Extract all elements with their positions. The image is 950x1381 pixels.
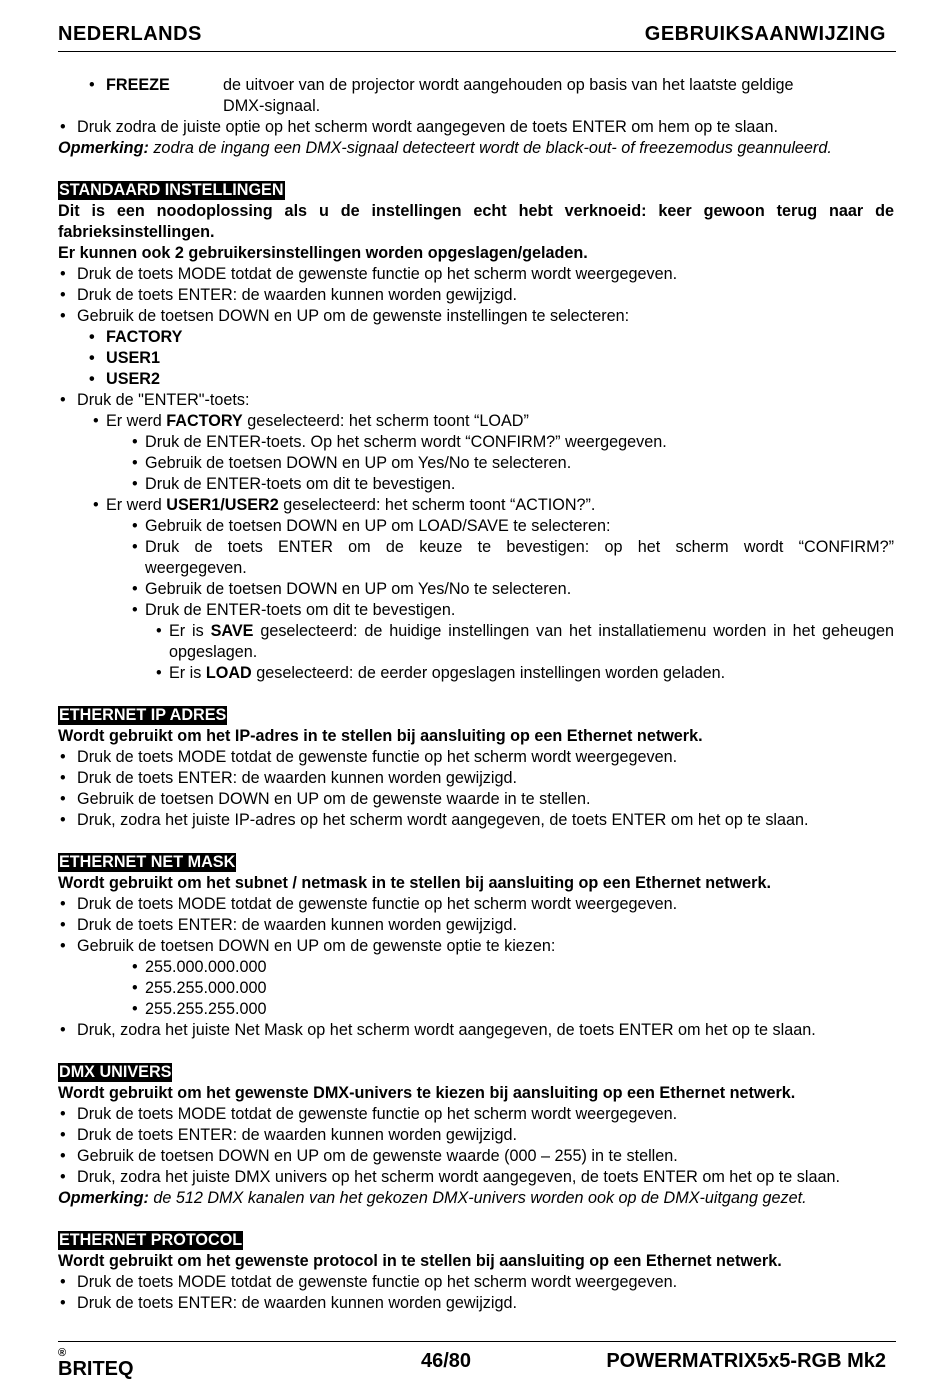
option-item: • USER1 [89, 349, 160, 367]
bullet-icon: • [89, 349, 95, 367]
list-item: • Druk, zodra het juiste DMX univers op het scherm wordt aangegeven, de toets ENTER om het op te slaan. [60, 1168, 840, 1186]
list-item: • Druk de toets ENTER om de keuze te bevestigen: op het scherm wordt “CONFIRM?” weergegeven. [132, 538, 894, 577]
bullet-icon: • [132, 538, 138, 556]
factory-item: • Er werd FACTORY geselecteerd: het scherm toont “LOAD” [93, 412, 529, 430]
bullet-icon: • [60, 790, 66, 808]
freeze-desc-cont: DMX-signaal. [223, 97, 321, 115]
bullet-icon: • [132, 958, 138, 976]
bullet-icon: • [60, 286, 66, 304]
list-item: • Druk de toets ENTER: de waarden kunnen worden gewijzigd. [60, 1126, 517, 1144]
section-intro: Wordt gebruikt om het gewenste DMX-univers te kiezen bij aansluiting op een Ethernet netwerk. [58, 1084, 796, 1102]
list-item: • Gebruik de toetsen DOWN en UP om Yes/No te selecteren. [132, 454, 572, 472]
list-item: • Druk de toets ENTER: de waarden kunnen worden gewijzigd. [60, 1294, 517, 1312]
list-item: • Druk de toets MODE totdat de gewenste functie op het scherm wordt weergegeven. [60, 265, 678, 283]
section-intro: Wordt gebruikt om het subnet / netmask in te stellen bij aansluiting op een Ethernet netwerk. [58, 874, 771, 892]
note-text: de 512 DMX kanalen van het gekozen DMX-univers worden ook op de DMX-uitgang gezet. [148, 1189, 807, 1207]
freeze-item [58, 75, 894, 117]
bullet-icon: • [132, 1000, 138, 1018]
mask-option: • 255.255.000.000 [132, 979, 267, 997]
freeze-desc: de uitvoer van de projector wordt aangehouden op basis van het laatste geldige [223, 76, 794, 94]
list-item: • Gebruik de toetsen DOWN en UP om de gewenste waarde (000 – 255) in te stellen. [60, 1147, 678, 1165]
list-item: • Druk de toets MODE totdat de gewenste functie op het scherm wordt weergegeven. [60, 895, 678, 913]
list-item: • Druk de ENTER-toets om dit te bevestigen. [132, 601, 456, 619]
list-item: • Druk de ENTER-toets. Op het scherm wordt “CONFIRM?” weergegeven. [132, 433, 667, 451]
bullet-icon: • [60, 1105, 66, 1123]
load-item: • Er is LOAD geselecteerd: de eerder opgeslagen instellingen worden geladen. [156, 664, 726, 682]
page-header [58, 20, 896, 52]
list-item: • Druk de toets MODE totdat de gewenste functie op het scherm wordt weergegeven. [60, 1105, 678, 1123]
page-footer [58, 1341, 896, 1380]
user-item: • Er werd USER1/USER2 geselecteerd: het scherm toont “ACTION?”. [93, 496, 596, 514]
bullet-icon: • [132, 601, 138, 619]
bullet-icon: • [93, 496, 99, 514]
bullet-icon: • [93, 412, 99, 430]
list-item: • Gebruik de toetsen DOWN en UP om de gewenste optie te kiezen: [60, 937, 556, 955]
section-intro: Dit is een noodoplossing als u de instellingen echt hebt verknoeid: keer gewoon terug naar de fabrieksinstellingen. [58, 202, 894, 241]
freeze-term: FREEZE [106, 76, 170, 94]
bullet-icon: • [60, 1021, 66, 1039]
bullet-icon: • [60, 748, 66, 766]
bullet-icon: • [89, 370, 95, 388]
note-text: zodra de ingang een DMX-signaal detecteert wordt de black-out- of freezemodus geannuleerd. [148, 139, 832, 157]
section-heading-dmx: DMX UNIVERS [59, 1063, 172, 1081]
bullet-icon: • [89, 328, 95, 346]
page-content [58, 75, 894, 1314]
note [58, 138, 894, 159]
section-heading-netmask: ETHERNET NET MASK [59, 853, 236, 871]
option-item: • FACTORY [89, 328, 183, 346]
list-item: • Druk de toets MODE totdat de gewenste functie op het scherm wordt weergegeven. [60, 748, 678, 766]
header-language: NEDERLANDS [58, 23, 202, 45]
bullet-icon: • [60, 895, 66, 913]
bullet-icon: • [60, 1273, 66, 1291]
bullet-icon: • [60, 1294, 66, 1312]
list-item: • Gebruik de toetsen DOWN en UP om LOAD/SAVE te selecteren: [132, 517, 611, 535]
list-item: • Druk de toets MODE totdat de gewenste functie op het scherm wordt weergegeven. [60, 1273, 678, 1291]
list-item: • Druk, zodra het juiste Net Mask op het scherm wordt aangegeven, de toets ENTER om het op te slaan. [60, 1021, 816, 1039]
list-item: • Gebruik de toetsen DOWN en UP om de gewenste waarde in te stellen. [60, 790, 591, 808]
option-item: • USER2 [89, 370, 160, 388]
mask-option: • 255.000.000.000 [132, 958, 267, 976]
section-intro: Wordt gebruikt om het gewenste protocol in te stellen bij aansluiting op een Ethernet netwerk. [58, 1252, 782, 1270]
bullet-icon: • [60, 769, 66, 787]
mask-option: • 255.255.255.000 [132, 1000, 267, 1018]
section-heading-standaard: STANDAARD INSTELLINGEN [59, 181, 284, 199]
section-intro: Wordt gebruikt om het IP-adres in te stellen bij aansluiting op een Ethernet netwerk. [58, 727, 703, 745]
bullet-icon: • [60, 391, 66, 409]
bullet-icon: • [60, 1147, 66, 1165]
list-item: • Druk de ENTER-toets om dit te bevestigen. [132, 475, 456, 493]
bullet-icon: • [60, 1126, 66, 1144]
bullet-icon: • [132, 433, 138, 451]
registered-mark: ® [58, 1347, 67, 1360]
bullet-icon: • [132, 979, 138, 997]
bullet-icon: • [60, 307, 66, 325]
bullet-icon: • [60, 1168, 66, 1186]
bullet-icon: • [132, 580, 138, 598]
bullet-icon: • [156, 622, 162, 640]
section-heading-ip: ETHERNET IP ADRES [59, 706, 227, 724]
list-item: • Druk, zodra het juiste IP-adres op het scherm wordt aangegeven, de toets ENTER om het op te slaan. [60, 811, 809, 829]
list-item: • Druk de toets ENTER: de waarden kunnen worden gewijzigd. [60, 916, 517, 934]
bullet-icon: • [60, 937, 66, 955]
list-item: • Druk zodra de juiste optie op het scherm wordt aangegeven de toets ENTER om hem op te slaan. [60, 118, 778, 136]
bullet-icon: • [60, 916, 66, 934]
note-label: Opmerking: [58, 139, 149, 157]
bullet-icon: • [60, 265, 66, 283]
list-item: • Gebruik de toetsen DOWN en UP om Yes/No te selecteren. [132, 580, 572, 598]
bullet-icon: • [60, 118, 66, 136]
list-item: • Gebruik de toetsen DOWN en UP om de gewenste instellingen te selecteren: [60, 307, 630, 325]
bullet-icon: • [156, 664, 162, 682]
note-label: Opmerking: [58, 1189, 149, 1207]
bullet-icon: • [89, 76, 95, 94]
section-heading-protocol: ETHERNET PROTOCOL [59, 1231, 243, 1249]
list-item: • Druk de "ENTER"-toets: [60, 391, 250, 409]
bullet-icon: • [60, 811, 66, 829]
bullet-icon: • [132, 517, 138, 535]
note [58, 1188, 894, 1209]
list-item: • Druk de toets ENTER: de waarden kunnen worden gewijzigd. [60, 286, 517, 304]
save-item: • Er is SAVE geselecteerd: de huidige instellingen van het installatiemenu worden in het geheugen opgeslagen. [156, 622, 894, 661]
page-number: 46/80 [421, 1350, 472, 1372]
header-title: GEBRUIKSAANWIJZING [644, 23, 886, 45]
footer-brand: BRITEQ ® [58, 1347, 134, 1380]
bullet-icon: • [132, 475, 138, 493]
footer-model: POWERMATRIX5x5-RGB Mk2 [606, 1350, 886, 1372]
list-item: • Druk de toets ENTER: de waarden kunnen worden gewijzigd. [60, 769, 517, 787]
bullet-icon: • [132, 454, 138, 472]
section-intro-2: Er kunnen ook 2 gebruikersinstellingen worden opgeslagen/geladen. [58, 244, 588, 262]
